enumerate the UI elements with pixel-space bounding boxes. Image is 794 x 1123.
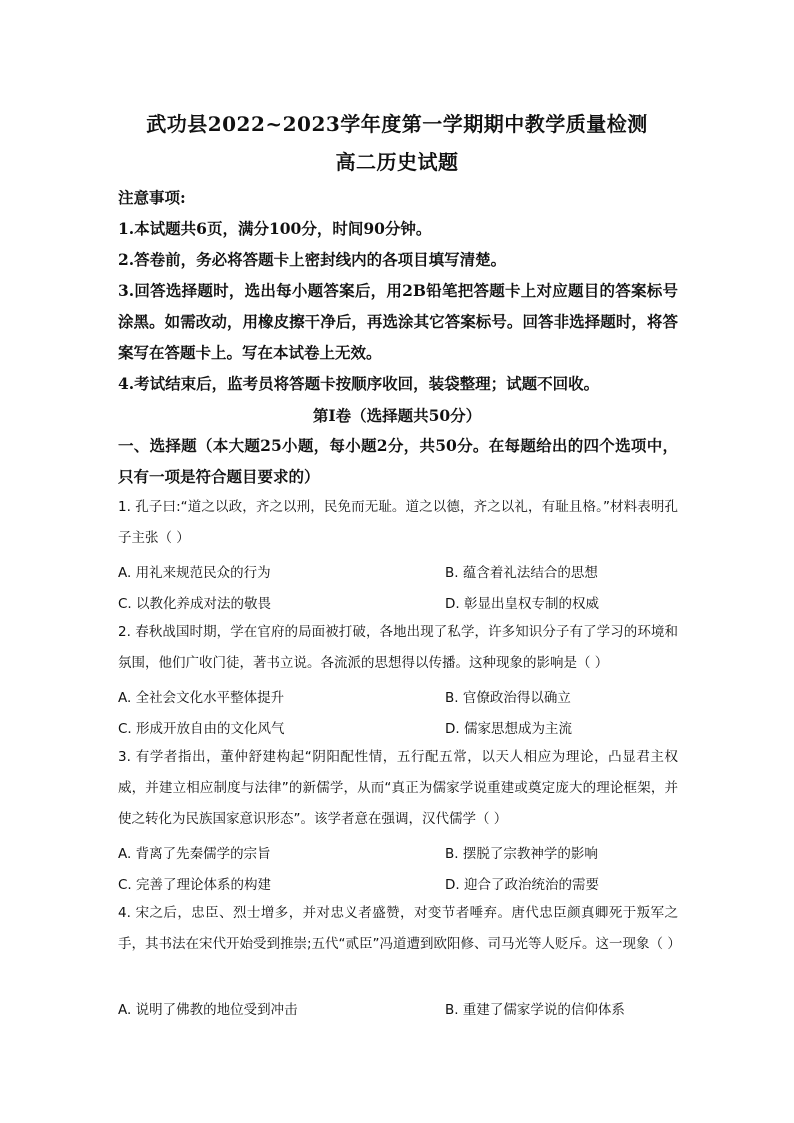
- section-title: 一、选择题（本大题25小题，每小题2分，共50分。在每题给出的四个选项中，只有一项是符合题目要求的）: [118, 436, 678, 486]
- option-c: C. 形成开放自由的文化风气: [118, 721, 285, 737]
- option-d: D. 迎合了政治统治的需要: [445, 877, 599, 893]
- option-a: A. 背离了先秦儒学的宗旨: [118, 846, 271, 862]
- notice-item: 2.答卷前，务必将答题卡上密封线内的各项目填写清楚。: [118, 250, 507, 269]
- exam-title: 武功县2022~2023学年度第一学期期中教学质量检测: [146, 112, 648, 136]
- question-stem: 3. 有学者指出，董仲舒建构起“阴阳配性情，五行配五常，以天人相应为理论，凸显君主权威，并建立相应制度与法律”的新儒学，从而“真正为儒家学说重建或奠定庞大的理论框架，并使之转化为民族国家意识形态”。该学者意在强调，汉代儒学（ ）: [118, 749, 678, 827]
- option-c: C. 以教化养成对法的敬畏: [118, 596, 272, 612]
- exam-subtitle: 高二历史试题: [335, 150, 459, 174]
- notice-item: 4.考试结束后，监考员将答题卡按顺序收回，装袋整理；试题不回收。: [118, 374, 600, 393]
- question-stem: 2. 春秋战国时期，学在官府的局面被打破，各地出现了私学，许多知识分子有了学习的环境和氛围，他们广收门徒，著书立说。各流派的思想得以传播。这种现象的影响是（ ）: [118, 624, 678, 671]
- option-b: B. 蕴含着礼法结合的思想: [445, 565, 598, 581]
- notice-item: 1.本试题共6页，满分100分，时间90分钟。: [118, 219, 432, 238]
- question-stem: 1. 孔子曰:“道之以政，齐之以刑，民免而无耻。道之以德，齐之以礼，有耻且格。”材料表明孔子主张（ ）: [118, 499, 678, 546]
- option-b: B. 官僚政治得以确立: [445, 690, 571, 706]
- option-d: D. 儒家思想成为主流: [445, 721, 572, 737]
- option-b: B. 摆脱了宗教神学的影响: [445, 846, 598, 862]
- question-stem: 4. 宋之后，忠臣、烈士增多，并对忠义者盛赞，对变节者唾弃。唐代忠臣颜真卿死于叛军之手，其书法在宋代开始受到推崇;五代“贰臣”冯道遭到欧阳修、司马光等人贬斥。这一现象（ ）: [118, 905, 681, 952]
- volume-title: 第I卷（选择题共50分）: [312, 406, 482, 425]
- notice-item: 3.回答选择题时，选出每小题答案后，用2B铅笔把答题卡上对应题目的答案标号涂黑。如需改动，用橡皮擦干净后，再选涂其它答案标号。回答非选择题时，将答案写在答题卡上。写在本试卷上无效。: [118, 281, 678, 362]
- option-a: A. 用礼来规范民众的行为: [118, 565, 271, 581]
- option-b: B. 重建了儒家学说的信仰体系: [445, 1002, 625, 1018]
- notice-heading: 注意事项:: [118, 188, 186, 207]
- option-d: D. 彰显出皇权专制的权威: [445, 596, 599, 612]
- option-c: C. 完善了理论体系的构建: [118, 877, 272, 893]
- option-a: A. 说明了佛教的地位受到冲击: [118, 1002, 298, 1018]
- option-a: A. 全社会文化水平整体提升: [118, 690, 285, 706]
